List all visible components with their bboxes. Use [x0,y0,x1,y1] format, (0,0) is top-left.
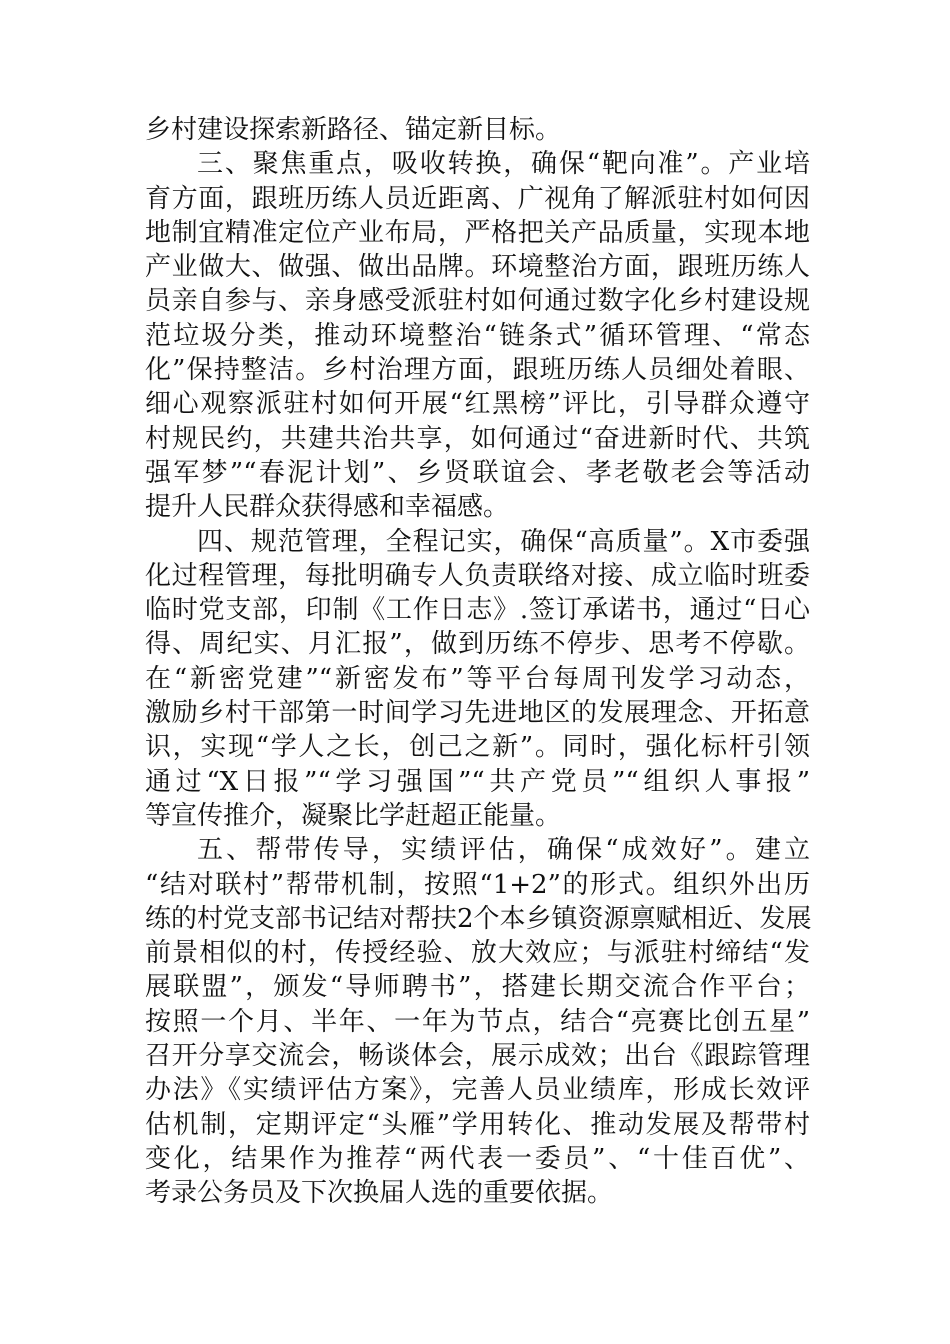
paragraph-start-line: 三、聚焦重点，吸收转换，确保“靶向准”。产业培 [197,149,810,180]
paragraph-start-line: 四、规范管理，全程记实，确保“高质量”。X市委强 [197,526,810,557]
text-line: 提升人民群众获得感和幸福感。 [145,492,510,523]
text-line: 强军梦”“春泥计划”、乡贤联谊会、孝老敬老会等活动 [145,457,810,488]
paragraph-start-line: 五、帮带传导，实绩评估，确保“成效好”。建立 [197,835,810,866]
text-line: 地制宜精准定位产业布局，严格把关产品质量，实现本地 [145,217,810,248]
text-line: 临时党支部，印制《工作日志》.签订承诺书，通过“日心 [145,595,810,626]
text-line: 产业做大、做强、做出品牌。环境整治方面，跟班历练人 [145,252,810,283]
text-line: 村规民约，共建共治共享，如何通过“奋进新时代、共筑 [145,423,810,454]
text-line: “结对联村”帮带机制，按照“1+2”的形式。组织外出历 [145,869,810,900]
text-line: 激励乡村干部第一时间学习先进地区的发展理念、开拓意 [145,698,810,729]
text-line: 召开分享交流会，畅谈体会，展示成效；出台《跟踪管理 [145,1041,810,1072]
text-line: 化过程管理，每批明确专人负责联络对接、成立临时班委 [145,560,810,591]
text-line: 化”保持整洁。乡村治理方面，跟班历练人员细处着眼、 [145,355,810,386]
text-line: 在“新密党建”“新密发布”等平台每周刊发学习动态， [145,663,810,694]
text-line: 变化，结果作为推荐“两代表一委员”、“十佳百优”、 [145,1143,810,1174]
text-line: 员亲自参与、亲身感受派驻村如何通过数字化乡村建设规 [145,286,810,317]
text-line: 识，实现“学人之长，创己之新”。同时，强化标杆引领 [145,732,810,763]
text-line: 估机制，定期评定“头雁”学用转化、推动发展及帮带村 [145,1109,810,1140]
text-line: 育方面，跟班历练人员近距离、广视角了解派驻村如何因 [145,183,810,214]
text-line: 等宣传推介，凝聚比学赶超正能量。 [145,800,562,831]
text-line: 展联盟”，颁发“导师聘书”，搭建长期交流合作平台； [145,972,810,1003]
text-line: 乡村建设探索新路径、锚定新目标。 [145,115,562,145]
text-line: 得、周纪实、月汇报”，做到历练不停步、思考不停歇。 [145,629,810,660]
text-line: 考录公务员及下次换届人选的重要依据。 [145,1178,614,1209]
text-line: 前景相似的村，传授经验、放大效应；与派驻村缔结“发 [145,938,810,969]
text-line: 通过“X日报”“学习强国”“共产党员”“组织人事报” [145,766,810,797]
text-line: 按照一个月、半年、一年为节点，结合“亮赛比创五星” [145,1006,810,1037]
text-line: 练的村党支部书记结对帮扶2个本乡镇资源禀赋相近、发展 [145,903,812,934]
body-text [145,113,810,1211]
text-line: 细心观察派驻村如何开展“红黑榜”评比，引导群众遵守 [145,389,810,420]
text-line: 范垃圾分类，推动环境整治“链条式”循环管理、“常态 [145,320,810,351]
text-line: 办法》《实绩评估方案》，完善人员业绩库，形成长效评 [145,1075,810,1106]
